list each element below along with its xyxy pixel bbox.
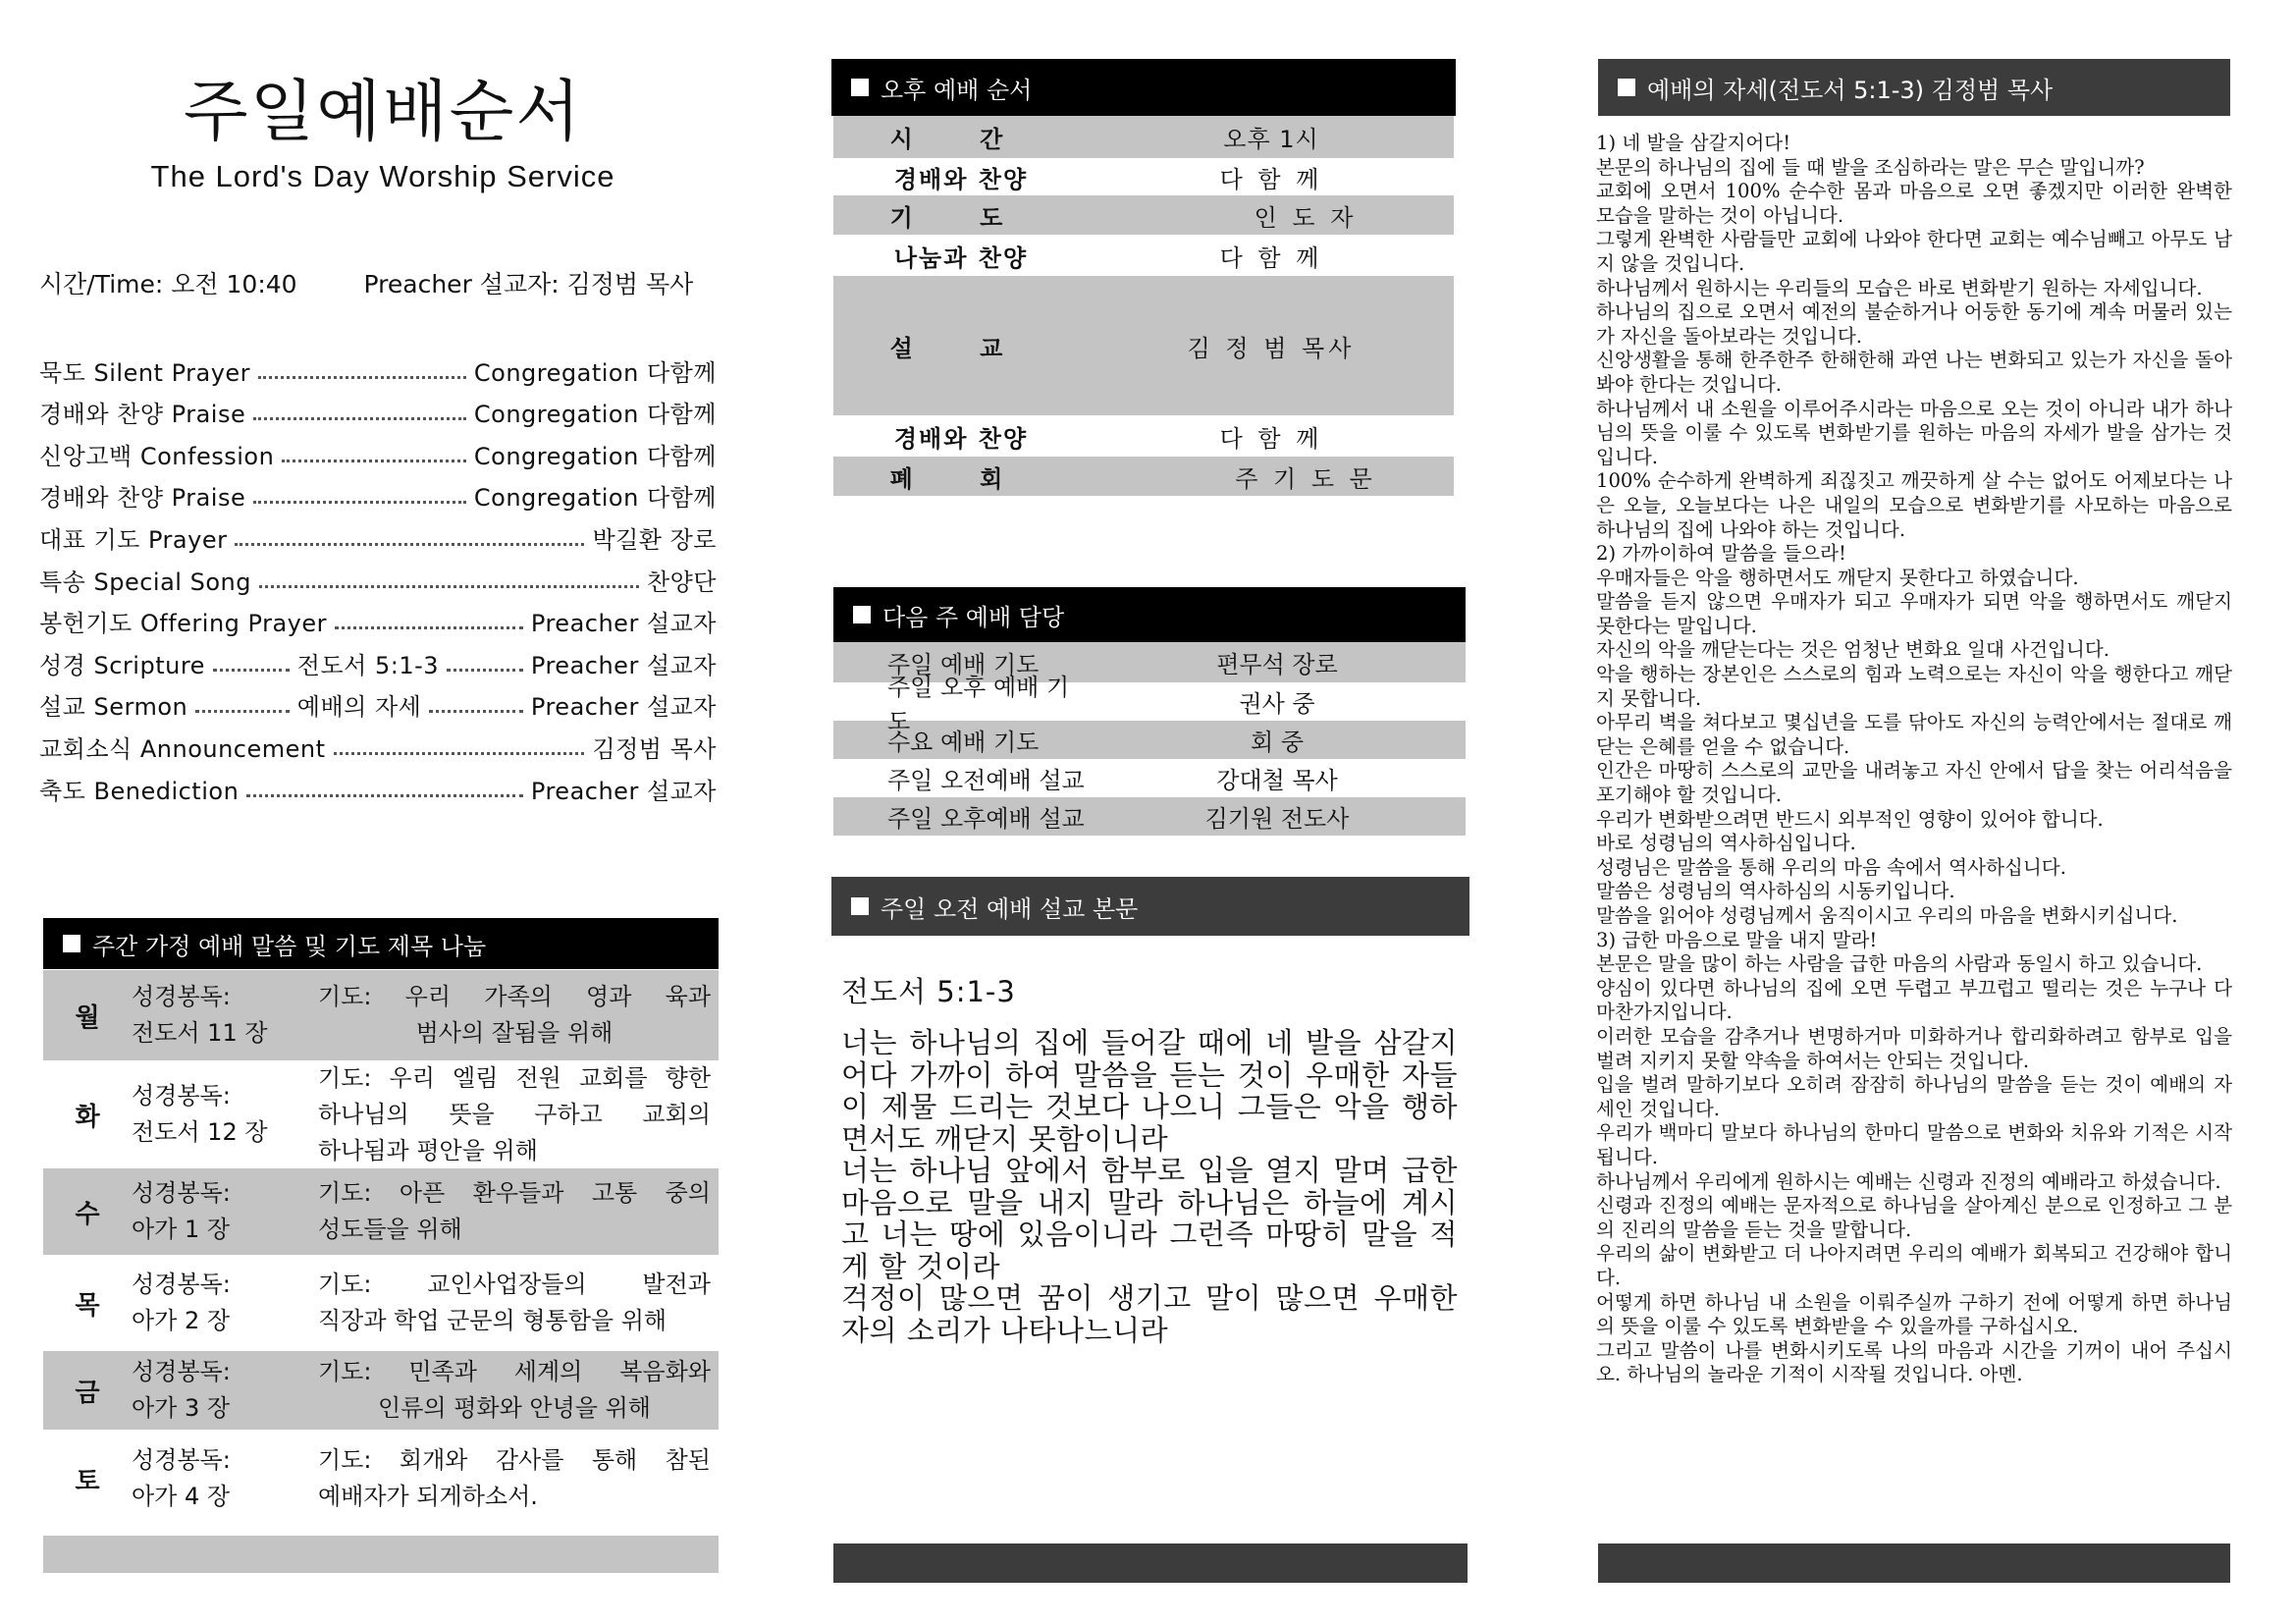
afternoon-row: 시 간 오후 1시: [833, 116, 1454, 158]
service-preacher: Preacher 설교자: 김정범 목사: [363, 270, 694, 298]
sermon-passage-header: 주일 오전 예배 설교 본문: [831, 877, 1469, 936]
worship-order-list: [39, 346, 717, 806]
order-item: 교회소식 Announcement 김정범 목사: [39, 734, 717, 763]
order-item: 봉헌기도 Offering Prayer Preacher 설교자: [39, 610, 717, 638]
square-bullet-icon: [63, 935, 80, 952]
weekly-row: 토 성경봉독: 아가 4 장 기도: 회개와 감사를 통해 참된 예배자가 되게하소서.: [75, 1446, 711, 1510]
leader-dots: [235, 543, 584, 546]
afternoon-row: 나눔과 찬양 다 함 께: [893, 244, 1323, 272]
leader-dots: [246, 794, 523, 797]
order-item: 대표 기도 Prayer 박길환 장로: [39, 525, 717, 554]
next-week-row: 수요 예배 기도 회 중: [833, 721, 1466, 759]
afternoon-row: 경배와 찬양 다 함 께: [893, 424, 1323, 453]
order-item: 묵도 Silent Prayer Congregation 다함께: [39, 358, 717, 387]
afternoon-row: 기 도 인 도 자: [833, 195, 1454, 235]
weekly-row: 화 성경봉독: 전도서 12 장 기도: 우리 엘림 전원 교회를 향한 하나님의 뜻을 구하고 교회의 하나됨과 평안을 위해: [75, 1063, 711, 1164]
leader-dots: [282, 460, 466, 462]
afternoon-row: 경배와 찬양 다 함 께: [893, 165, 1323, 193]
square-bullet-icon: [1618, 79, 1635, 96]
sermon-passage-text: 너는 하나님의 집에 들어갈 때에 네 발을 삼갈지어다 가까이 하여 말씀을 듣는 것이 우매한 자들이 제물 드리는 것보다 나으니 그들은 악을 행하면서도 깨닫지 못함이니라 너는 하나님 앞에서 함부로 입을 열지 말며 급한 마음으로 말을 내지 말라 하나님은 하늘에 계시고 너는 땅에 있음이니라 그런즉 마땅히 말을 적게 할 것이라 걱정이 많으면 꿈이 생기고 말이 많으면 우매한 자의 소리가 나타나느니라: [841, 1026, 1458, 1347]
leader-dots: [429, 710, 523, 713]
leader-dots: [447, 669, 523, 672]
bulletin-title: 주일예배순서: [183, 74, 583, 151]
weekly-row: 금 성경봉독: 아가 3 장 기도: 민족과 세계의 복음화와 인류의 평화와 안녕을 위해: [43, 1351, 719, 1430]
leader-dots: [253, 501, 466, 504]
next-week-row: 주일 오후예배 설교 김기원 전도사: [833, 797, 1466, 836]
next-week-table: [833, 642, 1466, 836]
order-item: 성경 Scripture 전도서 5:1-3 Preacher 설교자: [39, 638, 717, 680]
square-bullet-icon: [853, 606, 871, 623]
footer-bar: [1598, 1543, 2230, 1583]
next-week-header: 다음 주 예배 담당: [833, 587, 1466, 642]
essay-header: 예배의 자세(전도서 5:1-3) 김정범 목사: [1598, 59, 2230, 116]
next-week-row: 주일 오후 예배 기도 권사 중: [887, 673, 1315, 735]
order-item: 경배와 찬양 Praise Congregation 다함께: [39, 401, 717, 429]
afternoon-service-header: 오후 예배 순서: [831, 59, 1456, 116]
leader-dots: [334, 752, 585, 755]
afternoon-service-table: [833, 116, 1454, 496]
leader-dots: [259, 585, 639, 588]
bulletin-subtitle: The Lord's Day Worship Service: [150, 159, 615, 193]
service-time: 시간/Time: 오전 10:40: [39, 270, 297, 298]
afternoon-row: 폐 회 주 기 도 문: [833, 457, 1454, 496]
leader-dots: [195, 710, 290, 713]
weekly-worship-header: 주간 가정 예배 말씀 및 기도 제목 나눔: [43, 918, 719, 969]
weekly-row: 수 성경봉독: 아가 1 장 기도: 아픈 환우들과 고통 중의 성도들을 위해: [43, 1168, 719, 1255]
afternoon-row: 설 교 김 정 범 목사: [833, 276, 1454, 415]
weekly-row: 월 성경봉독: 전도서 11 장 기도: 우리 가족의 영과 육과 범사의 잘됨을 위해: [43, 970, 719, 1060]
order-item: 경배와 찬양 Praise Congregation 다함께: [39, 484, 717, 513]
next-week-row: 주일 예배 기도 편무석 장로: [833, 642, 1466, 682]
order-item: 특송 Special Song 찬양단: [39, 568, 717, 596]
next-week-row: 주일 오전예배 설교 강대철 목사: [887, 767, 1338, 794]
footer-bar: [833, 1543, 1468, 1583]
square-bullet-icon: [851, 897, 869, 915]
leader-dots: [335, 626, 523, 629]
square-bullet-icon: [851, 79, 869, 96]
order-item: 신앙고백 Confession Congregation 다함께: [39, 442, 717, 470]
weekly-worship-table: [43, 970, 719, 1528]
leader-dots: [258, 376, 466, 379]
leader-dots: [253, 417, 466, 420]
essay-text: 1) 네 발을 삼갈지어다! 본문의 하나님의 집에 들 때 발을 조심하라는 말은 무슨 말입니까? 교회에 오면서 100% 순수한 몸과 마음으로 오면 좋겠지만 이러한 완벽한 모습을 말하는 것이 아닙니다. 그렇게 완벽한 사람들만 교회에 나와야 한다면 교회는 예수님빼고 아무도 남지 않을 것입니다. 하나님께서 원하시는 우리들의 모습은 바로 변화받기 원하는 자세입니다. 하나님의 집으로 오면서 예전의 불순하거나 어둥한 동기에 계속 머물러 있는가 자신을 돌아보라는 것입니다. 신앙생활을 통해 한주한주 한해한해 과연 나는 변화되고 있는가 자신을 돌아봐야 한다는 것입니다. 하나님께서 내 소원을 이루어주시라는 마음으로 오는 것이 아니라 내가 하나님의 뜻을 이룰 수 있도록 변화받기를 원하는 마음의 자세가 발을 삼가는 것입니다. 100% 순수하게 완벽하게 죄짆짓고 깨끗하게 살 수는 없어도 어제보다는 나은 오늘, 오늘보다는 나은 내일의 모습으로 변화받기를 사모하는 마음으로 하나님의 집에 나와야 하는 것입니다. 2) 가까이하여 말씀을 들으라! 우매자들은 악을 행하면서도 깨닫지 못한다고 하였습니다. 말씀을 듣지 않으면 우매자가 되고 우매자가 되면 악을 행하면서도 깨닫지 못한다는 말입니다. 자신의 악을 깨닫는다는 것은 엄청난 변화요 일대 사건입니다. 악을 행하는 장본인은 스스로의 힘과 노력으로는 자신이 악을 행한다고 깨닫지 못합니다. 아무리 벽을 쳐다보고 몇십년을 도를 닦아도 자신의 능력안에서는 절대로 깨닫는 은혜를 얻을 수 없습니다. 인간은 마땅히 스스로의 교만을 내려놓고 자신 안에서 답을 찾는 어리석음을 포기해야 할 것입니다. 우리가 변화받으려면 반드시 외부적인 영향이 있어야 합니다. 바로 성령님의 역사하심입니다. 성령님은 말씀을 통해 우리의 마음 속에서 역사하십니다. 말씀은 성령님의 역사하심의 시동키입니다. 말씀을 읽어야 성령님께서 움직이시고 우리의 마음을 변화시키십니다. 3) 급한 마음으로 말을 내지 말라! 본문은 말을 많이 하는 사람을 급한 마음의 사람과 동일시 하고 있습니다. 양심이 있다면 하나님의 집에 오면 두렵고 부끄럽고 떨리는 것은 누구나 다 마찬가지입니다. 이러한 모습을 감추거나 변명하거마 미화하거나 합리화하려고 함부로 입을 벌려 지키지 못할 약속을 하여서는 안되는 것입니다. 입을 벌려 말하기보다 오히려 잠잠히 하나님의 말씀을 듣는 것이 예배의 자세인 것입니다. 우리가 백마디 말보다 하나님의 한마디 말씀으로 변화와 치유와 기적은 시작됩니다. 하나님께서 우리에게 원하시는 예배는 신령과 진정의 예배라고 하셨습니다. 신령과 진정의 예배는 문자적으로 하나님을 살아계신 분으로 인정하고 그 분의 진리의 말씀을 듣는 것을 말합니다. 우리의 삶이 변화받고 더 나아지려면 우리의 예배가 회복되고 건강해야 합니다. 어떻게 하면 하나님 내 소원을 이뤄주실까 구하기 전에 어떻게 하면 하나님의 뜻을 이룰 수 있도록 변화받을 수 있을까를 구하십시오. 그리고 말씀이 나를 변화시키도록 나의 마음과 시간을 기꺼이 내어 주십시오. 하나님의 놀라운 기적이 시작될 것입니다. 아멘.: [1596, 132, 2232, 1386]
leader-dots: [213, 669, 290, 672]
footer-bar: [43, 1536, 719, 1573]
order-item: 축도 Benediction Preacher 설교자: [39, 777, 717, 805]
order-item: 설교 Sermon 예배의 자세 Preacher 설교자: [39, 680, 717, 723]
order-item-detail: 전도서 5:1-3: [296, 651, 440, 679]
weekly-row: 목 성경봉독: 아가 2 장 기도: 교인사업장들의 발전과 직장과 학업 군문의 형통함을 위해: [75, 1271, 711, 1334]
service-meta: [39, 265, 726, 300]
order-item-detail: 예배의 자세: [296, 693, 422, 722]
sermon-reference: 전도서 5:1-3: [841, 975, 1016, 1008]
